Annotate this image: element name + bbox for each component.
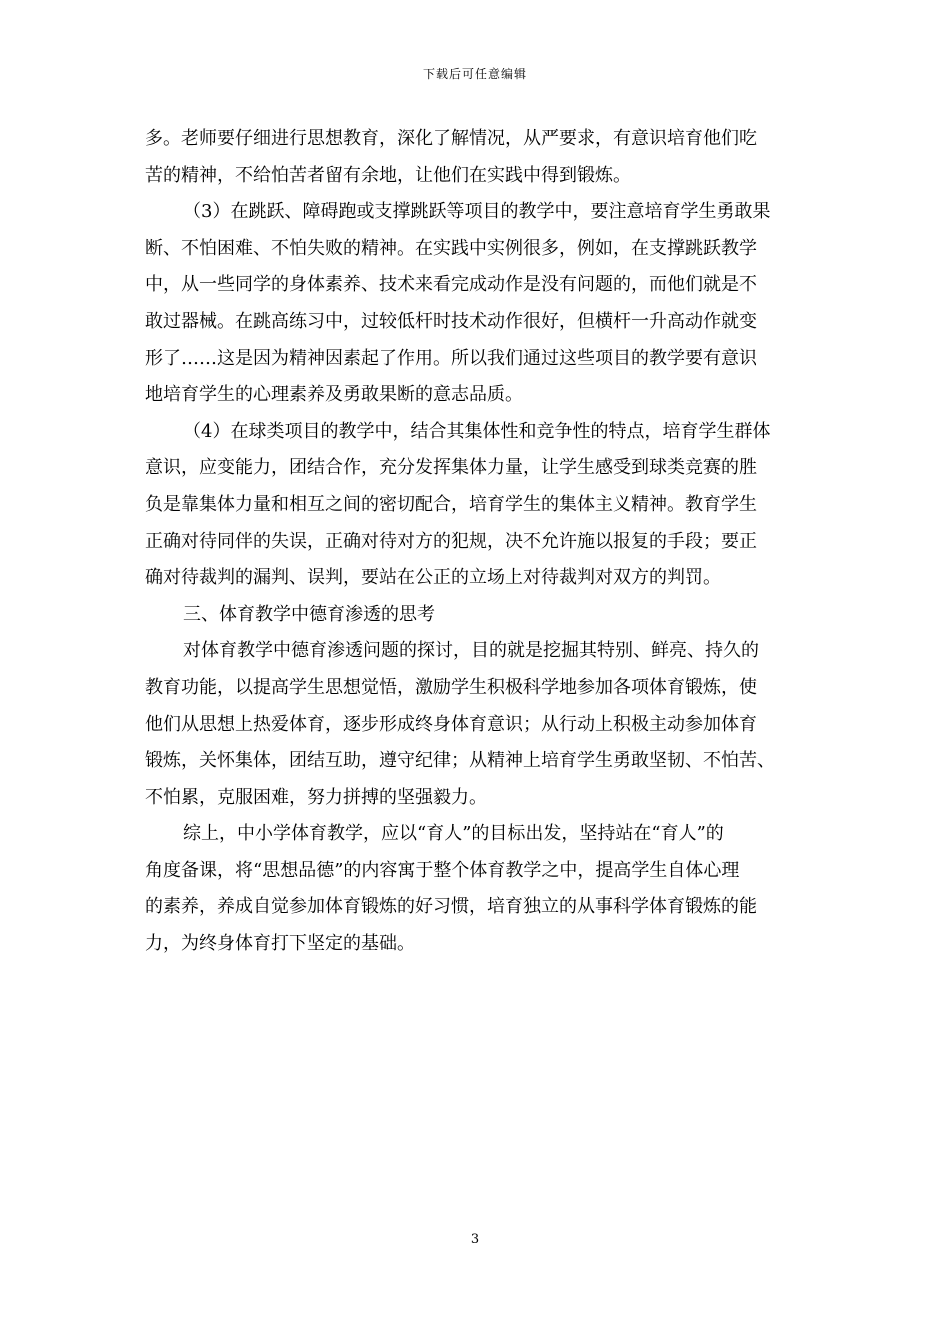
paragraph-conclusion [145,816,807,962]
page-number: 3 [470,1232,480,1247]
text-line: 教育功能，以提高学生思想觉悟，激励学生积极科学地参加各项体育锻炼，使 [145,676,757,698]
text-line: 形了……这是因为精神因素起了作用。所以我们通过这些项目的教学要有意识 [145,347,757,369]
text-line: （3）在跳跃、障碍跑或支撑跳跃等项目的教学中，要注意培育学生勇敢果 [183,201,771,223]
paragraph-item-4 [145,414,807,597]
text-line: 他们从思想上热爱体育，逐步形成终身体育意识；从行动上积极主动参加体育 [145,713,757,735]
text-line: 中，从一些同学的身体素养、技术来看完成动作是没有问题的，而他们就是不 [145,274,757,296]
text-line: 锻炼，关怀集体，团结互助，遵守纪律；从精神上培育学生勇敢坚韧、不怕苦、 [145,750,775,772]
paragraph-reflection [145,633,807,816]
text-line: （4）在球类项目的教学中，结合其集体性和竞争性的特点，培育学生群体 [183,420,771,442]
text-line: 力，为终身体育打下坚定的基础。 [145,933,415,955]
text-line: 角度备课，将“思想品德”的内容寓于整个体育教学之中，提高学生自体心理 [145,859,740,881]
text-line: 断、不怕困难、不怕失败的精神。在实践中实例很多，例如，在支撑跳跃教学 [145,237,757,259]
document-body [145,121,807,963]
text-line: 敢过器械。在跳高练习中，过较低杆时技术动作很好，但横杆一升高动作就变 [145,310,757,332]
text-line: 多。老师要仔细进行思想教育，深化了解情况，从严要求，有意识培育他们吃 [145,128,757,149]
text-line: 正确对待同伴的失误，正确对待对方的犯规，决不允许施以报复的手段；要正 [145,530,757,552]
paragraph-continuation [145,121,807,194]
text-line: 负是靠集体力量和相互之间的密切配合，培育学生的集体主义精神。教育学生 [145,493,757,515]
text-line: 的素养，养成自觉参加体育锻炼的好习惯，培育独立的从事科学体育锻炼的能 [145,896,757,918]
text-line: 苦的精神，不给怕苦者留有余地，让他们在实践中得到锻炼。 [145,164,631,186]
text-line: 对体育教学中德育渗透问题的探讨，目的就是挖掘其特别、鲜亮、持久的 [183,640,759,662]
text-line: 意识，应变能力，团结合作，充分发挥集体力量，让学生感受到球类竞赛的胜 [145,457,757,479]
section-heading [145,597,807,634]
page-header: 下载后可任意编辑 [422,67,527,81]
paragraph-item-3 [145,194,807,414]
section-title: 三、体育教学中德育渗透的思考 [183,603,435,625]
text-line: 确对待裁判的漏判、误判，要站在公正的立场上对待裁判对双方的判罚。 [145,567,721,589]
text-line: 地培育学生的心理素养及勇敢果断的意志品质。 [145,384,523,406]
text-line: 综上，中小学体育教学，应以“育人”的目标出发，坚持站在“育人”的 [183,823,724,845]
text-line: 不怕累，克服困难，努力拼搏的坚强毅力。 [145,786,487,808]
